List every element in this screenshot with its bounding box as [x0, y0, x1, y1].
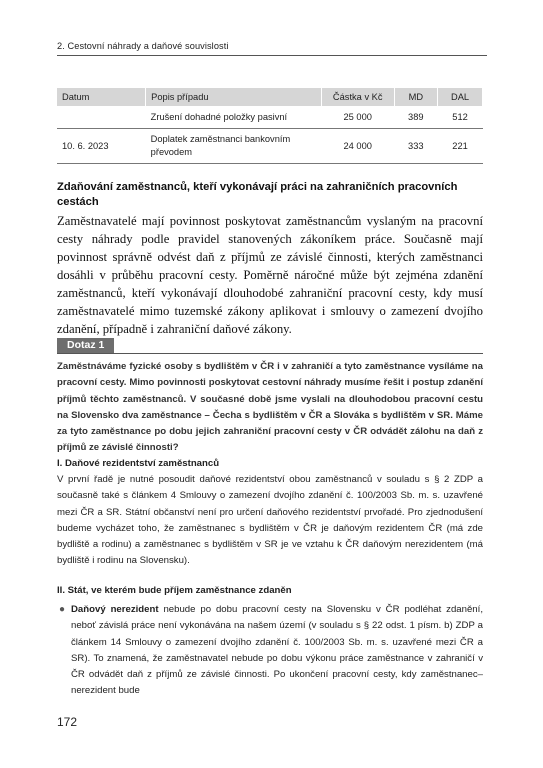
query-label: Dotaz 1 — [57, 338, 114, 353]
table-row — [57, 129, 483, 164]
accounting-table — [57, 88, 483, 164]
running-header: 2. Cestovní náhrady a daňové souvislosti — [57, 41, 487, 56]
column-header-debit: MD — [394, 88, 438, 106]
page-number: 172 — [57, 715, 78, 729]
column-header-description: Popis případu — [146, 88, 322, 106]
query-text: Zaměstnáváme fyzické osoby s bydlištěm v ČR i v zahraničí a tyto zaměstnance vysíláme na pracovní cesty. Mimo povinnosti poskytovat cestovní náhrady musíme řešit i postup zdanění příjmů těchto zaměstnanců. V současné době jsme vyslali na dlouhodobou pracovní cestu na Slovensko dva zaměstnance – Čecha s bydlištěm v ČR a Slováka s bydlištěm v SR. Máme za tyto zaměstnance po dobu jejich zahraniční pracovní cesty v ČR odvádět zálohu na daň z příjmů ze závislé činnosti? — [57, 361, 483, 454]
bullet-dot-icon: ● — [59, 604, 66, 615]
subheading-residency: I. Daňové rezidentství zaměstnanců — [57, 458, 220, 469]
column-header-credit: DAL — [438, 88, 483, 106]
column-header-amount: Částka v Kč — [321, 88, 394, 106]
column-header-date: Datum — [57, 88, 146, 106]
cell-amount: 25 000 — [321, 106, 394, 129]
cell-date: 10. 6. 2023 — [57, 129, 146, 164]
table-header-row — [57, 88, 483, 106]
query-divider — [57, 353, 483, 354]
bullet-item — [57, 602, 483, 700]
cell-credit: 512 — [438, 106, 483, 129]
cell-debit: 333 — [394, 129, 438, 164]
bullet-lead: Daňový nerezident — [71, 604, 159, 615]
bullet-text — [71, 602, 483, 700]
section-heading: Zdaňování zaměstnanců, kteří vykonávají práci na zahraničních pracovních cestách — [57, 181, 458, 208]
section-paragraph: Zaměstnavatelé mají povinnost poskytovat zaměstnancům vyslaným na pracovní cesty náhrady podle pravidel stanovených zákoníkem práce. Současně mají povinnost správně odvést daň z příjmů ze závislé činnosti, kterých zaměstnanci dosáhli v průběhu pracovní cesty. Poměrně náročné může být zejména zdanění zaměstnanců, kteří vykonávají dlouhodobé zahraniční pracovní cesty, kdy musí zaměstnavatelé mimo tuzemské zákony aplikovat i smlouvy o zamezení dvojího zdanění, případně i zahraniční daňové zákony. — [57, 214, 483, 336]
table-row — [57, 106, 483, 129]
residency-paragraph: V první řadě je nutné posoudit daňové rezidentství obou zaměstnanců v souladu s § 2 ZDP a současně také s článkem 4 Smlouvy o zamezení dvojího zdanění č. 100/2003 Sb. m. s. uzavřené mezi ČR a SR. Státní občanství není pro určení daňového rezidentství prvořadé. Pro zjednodušení budeme vycházet toho, že zaměstnanec s bydlištěm v ČR je daňovým rezidentem ČR (má zde bydliště a rodinu) a zaměstnanec s bydlištěm v SR je ve vztahu k ČR daňovým nerezidentem (má bydliště i rodinu na Slovensku). — [57, 474, 483, 567]
cell-credit: 221 — [438, 129, 483, 164]
subheading-taxing-state: II. Stát, ve kterém bude příjem zaměstnance zdaněn — [57, 585, 292, 596]
cell-description: Zrušení dohadné položky pasivní — [146, 106, 322, 129]
cell-description: Doplatek zaměstnanci bankovním převodem — [146, 129, 322, 164]
cell-amount: 24 000 — [321, 129, 394, 164]
cell-debit: 389 — [394, 106, 438, 129]
bullet-body: nebude po dobu pracovní cesty na Slovensku v ČR podléhat zdanění, neboť závislá práce není vykonávána na našem území (v souladu s § 22 odst. 1 písm. b) ZDP a článkem 14 Smlouvy o zamezení dvojího zdanění č. 100/2003 Sb. m. s. uzavřené mezi ČR a SR). To znamená, že zaměstnavatel nebude po dobu výkonu práce zaměstnance v zahraničí v ČR odvádět daň z příjmů ze závislé činnosti. Po ukončení pracovní cesty, kdy zaměstnanec–nerezident bude — [71, 604, 483, 697]
cell-date — [57, 106, 146, 129]
